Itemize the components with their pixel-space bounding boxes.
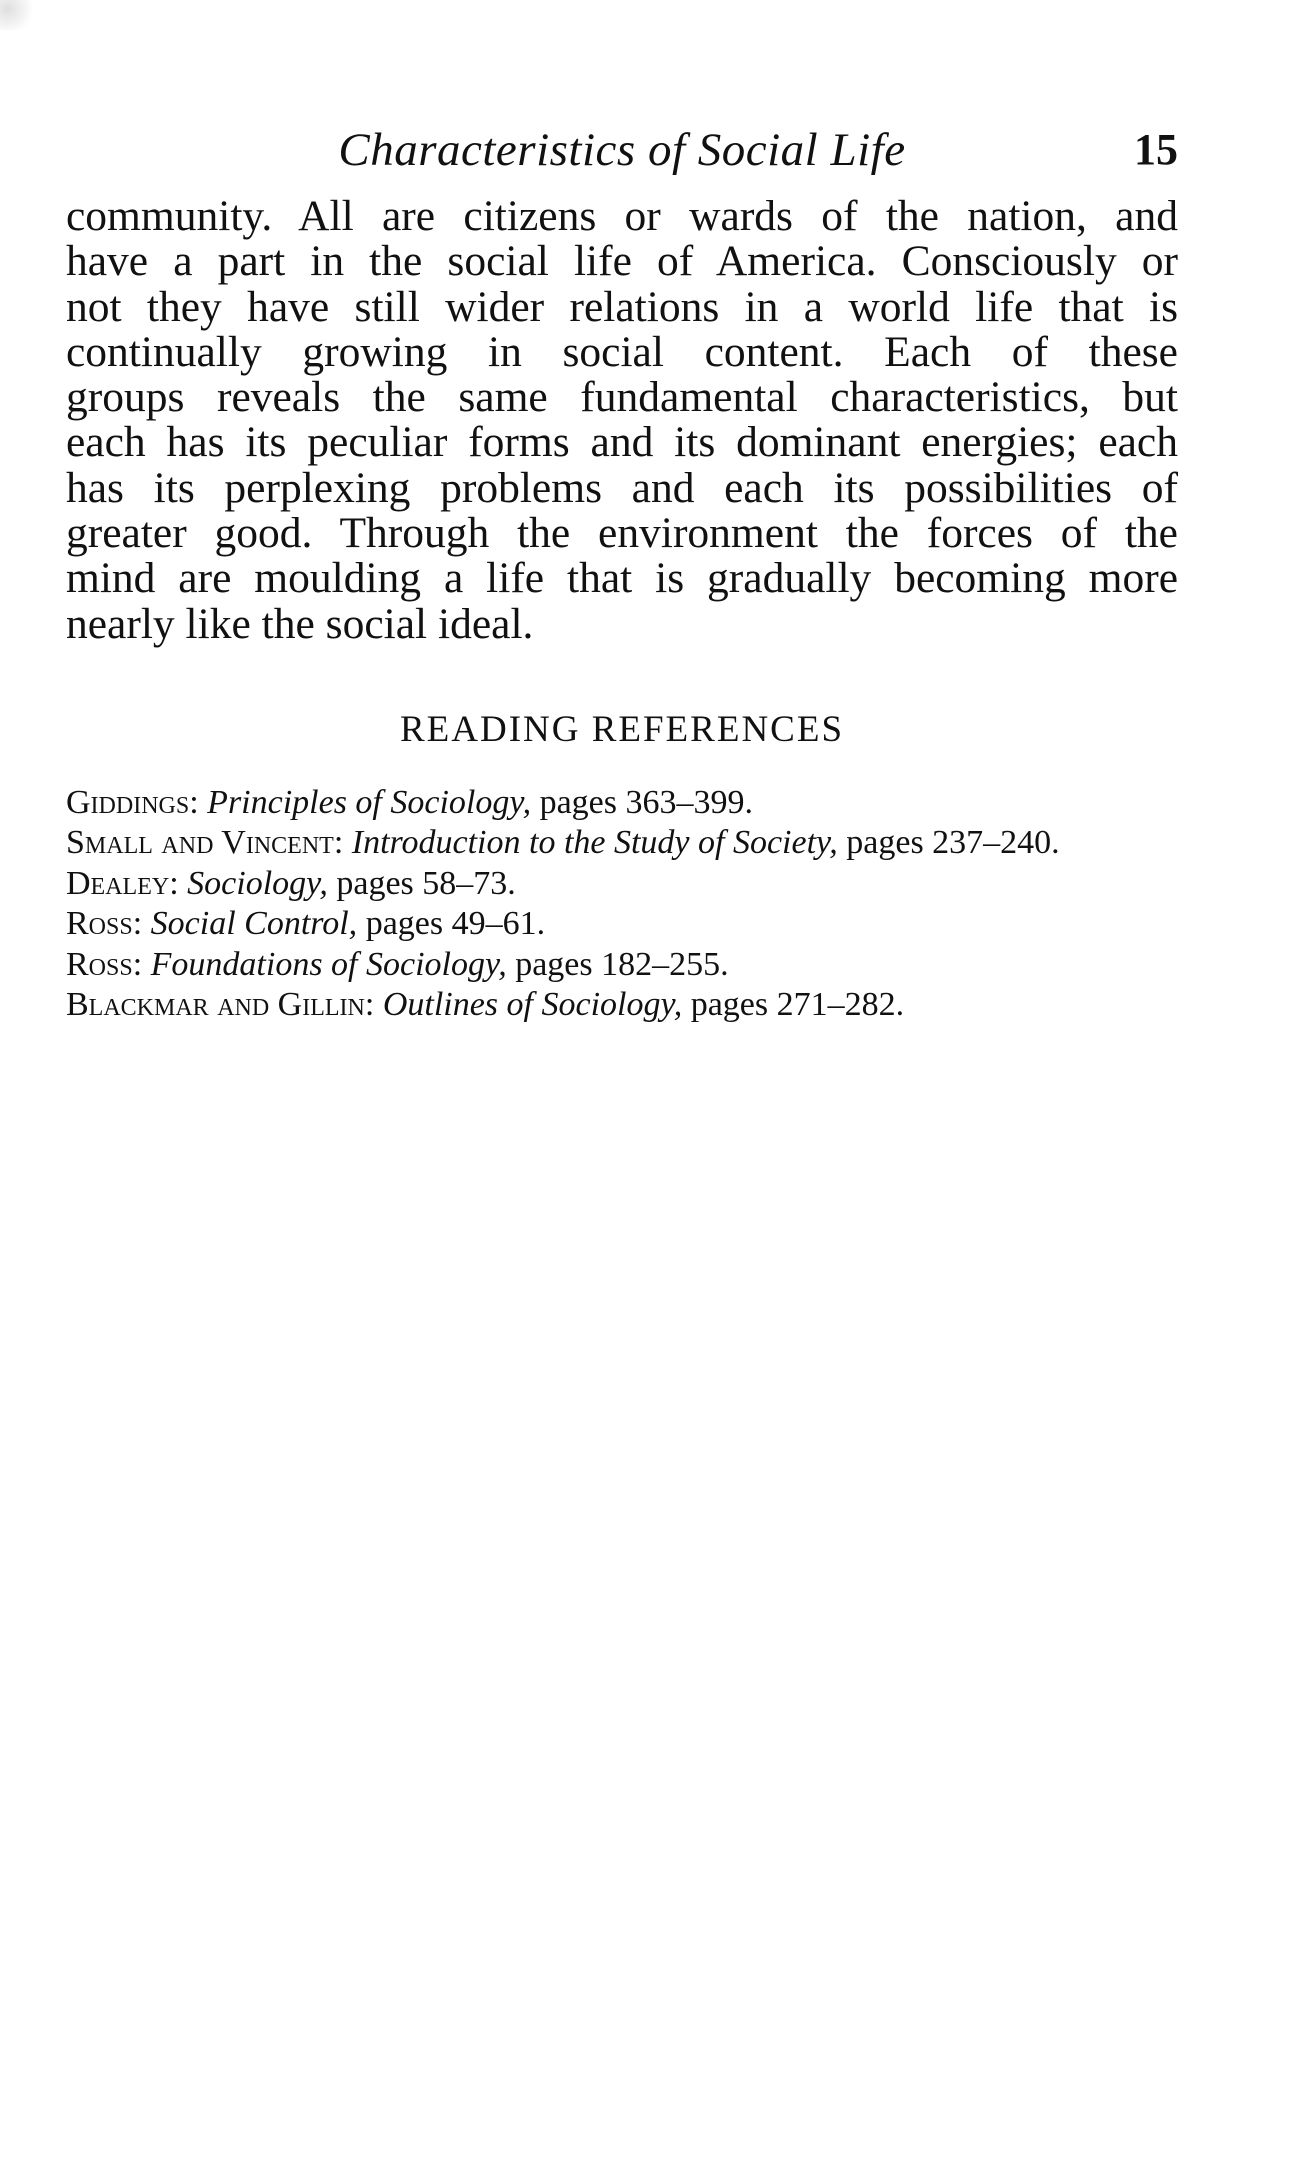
paragraph-line: continually growing in social content. Each of these (66, 327, 1178, 376)
reference-item (66, 904, 1178, 945)
reference-pages: pages 363–399. (539, 783, 753, 821)
reference-author: Ross: (66, 945, 143, 983)
paragraph-line: have a part in the social life of America. Consciously or (66, 237, 1178, 286)
paragraph-line: nearly like the social ideal. (66, 599, 534, 648)
paragraph-line: community. All are citizens or wards of the nation, and (66, 192, 1178, 240)
reference-item (66, 985, 1178, 1026)
running-title: Characteristics of Social Life (338, 124, 906, 176)
reference-author: Blackmar and Gillin: (66, 986, 375, 1024)
reference-pages: pages 237–240. (846, 824, 1060, 862)
reference-title: Introduction to the Study of Society, (351, 824, 838, 862)
reference-list (66, 783, 1178, 1026)
reference-title: Foundations of Sociology, (150, 945, 507, 983)
page-number: 15 (1134, 125, 1178, 174)
reference-pages: pages 49–61. (365, 905, 546, 943)
paragraph-line: mind are moulding a life that is gradually becoming more (66, 554, 1178, 603)
reference-title: Principles of Sociology, (207, 783, 532, 821)
reference-title: Sociology, (187, 864, 328, 902)
reference-pages: pages 271–282. (690, 986, 905, 1024)
paragraph-line: not they have still wider relations in a world life that is (66, 282, 1178, 331)
reading-references-heading: READING REFERENCES (399, 708, 845, 750)
paragraph-line: has its perplexing problems and each its possibilities of (66, 463, 1178, 512)
reference-item (66, 783, 1178, 824)
reference-author: Giddings: (66, 783, 199, 821)
reference-title: Social Control, (150, 905, 358, 943)
reference-pages: pages 182–255. (515, 945, 729, 983)
scan-speck (0, 0, 38, 30)
paragraph-line: each has its peculiar forms and its dominant energies; each (66, 418, 1178, 467)
reference-item (66, 823, 1178, 864)
body-paragraph (66, 194, 1178, 647)
reference-author: Small and Vincent: (66, 824, 344, 862)
running-head (66, 120, 1178, 180)
reference-author: Ross: (66, 905, 143, 943)
reference-item (66, 864, 1178, 905)
reference-title: Outlines of Sociology, (382, 986, 683, 1024)
book-page (66, 120, 1178, 1026)
paragraph-line: greater good. Through the environment the forces of the (66, 509, 1178, 558)
reference-item (66, 945, 1178, 986)
paragraph-line: groups reveals the same fundamental characteristics, but (66, 373, 1178, 422)
reference-author: Dealey: (66, 864, 179, 902)
reference-pages: pages 58–73. (336, 864, 516, 902)
